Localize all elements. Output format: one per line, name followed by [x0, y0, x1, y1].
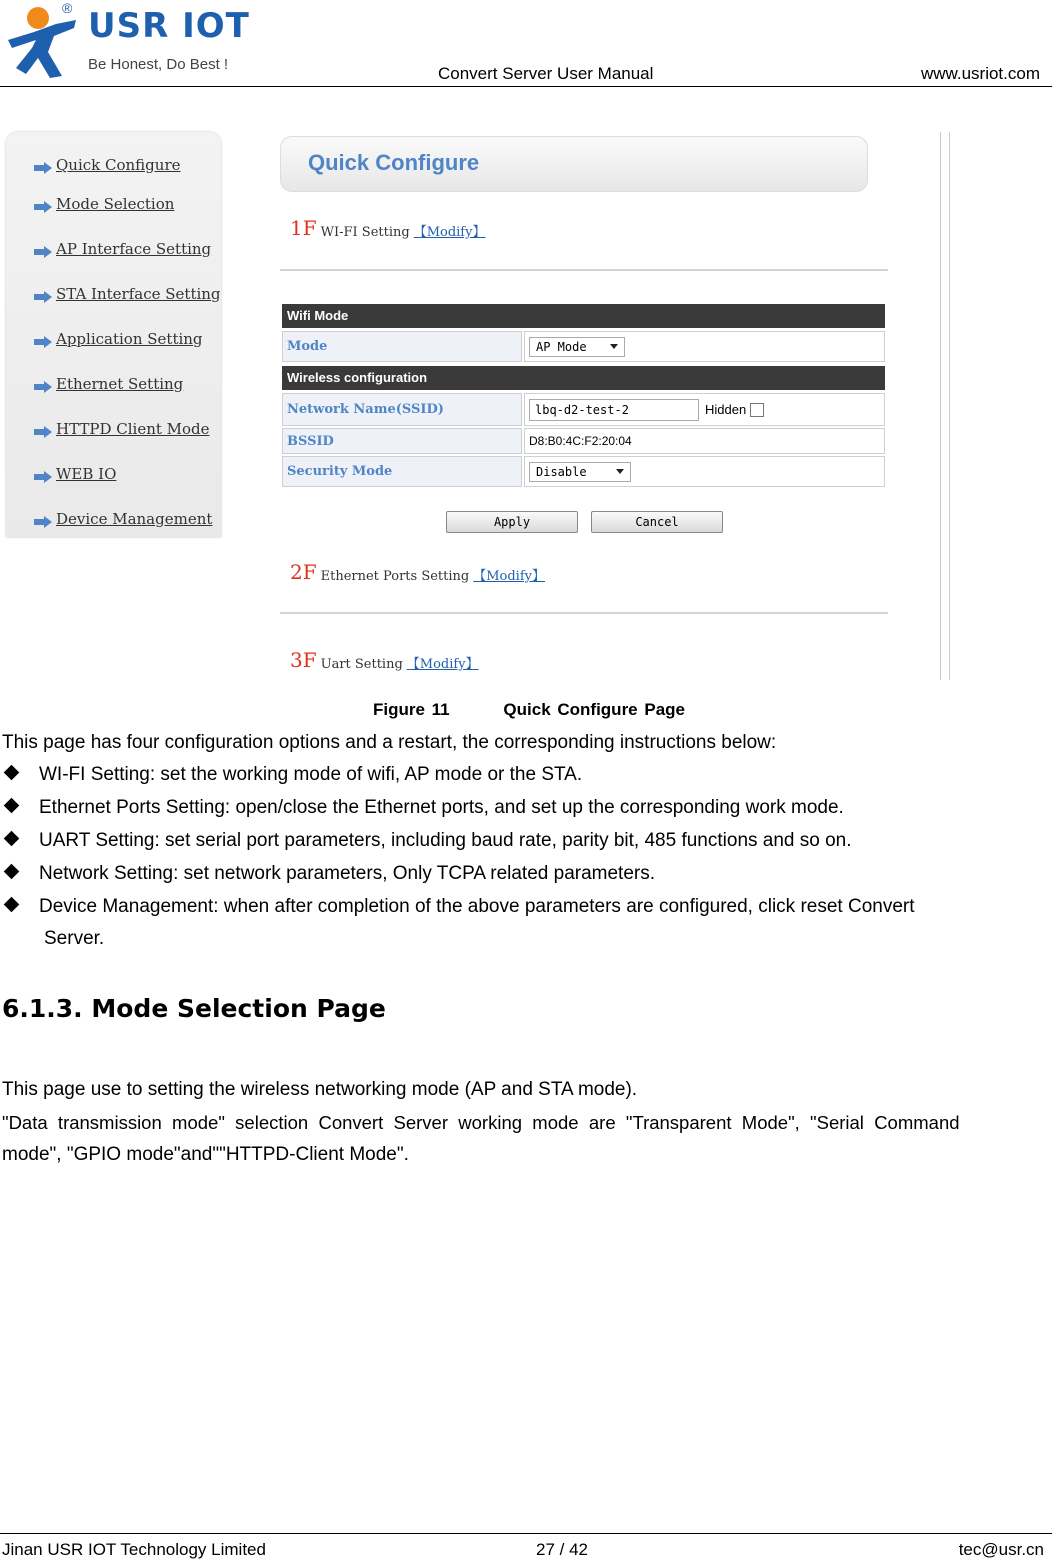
sidebar-item-label: AP Interface Setting — [56, 240, 212, 258]
sidebar-item-label: Device Management — [56, 510, 213, 528]
arrow-right-icon — [34, 246, 52, 258]
hidden-checkbox[interactable] — [750, 403, 764, 417]
section-divider — [280, 612, 888, 614]
mode-value-cell — [524, 331, 885, 362]
paragraph-line: mode", "GPIO mode"and""HTTPD-Client Mode". — [2, 1144, 409, 1165]
sidebar-item-httpd-client[interactable] — [34, 418, 210, 440]
figure-caption: Figure 11 Quick Configure Page — [372, 700, 685, 719]
sidebar-item-ap-interface[interactable] — [34, 238, 211, 260]
paragraph: This page use to setting the wireless networking mode (AP and STA mode). — [2, 1079, 638, 1100]
mode-label: Mode — [282, 331, 522, 362]
dropdown-caret-icon — [616, 469, 624, 474]
bullet-text: WI-FI Setting: set the working mode of wifi, AP mode or the STA. — [39, 764, 583, 785]
footer-email: tec@usr.cn — [958, 1540, 1044, 1559]
sidebar-item-label: Quick Configure — [56, 156, 181, 174]
security-mode-select[interactable] — [529, 462, 631, 482]
mode-select[interactable] — [529, 337, 625, 357]
arrow-right-icon — [34, 162, 52, 174]
diamond-bullet-icon — [4, 864, 20, 880]
vertical-scrollbar[interactable] — [940, 132, 950, 680]
bullet-item — [4, 858, 655, 890]
sidebar-item-label: Ethernet Setting — [56, 375, 184, 393]
arrow-right-icon — [34, 381, 52, 393]
sidebar-item-label: Application Setting — [56, 330, 203, 348]
header-url: www.usriot.com — [920, 64, 1040, 83]
sidebar-item-sta-interface[interactable] — [34, 283, 221, 305]
ssid-label: Network Name(SSID) — [282, 393, 522, 426]
section-wifi-setting — [290, 216, 485, 240]
sidebar-item-quick-configure[interactable] — [34, 154, 181, 176]
sidebar-menu — [6, 132, 221, 537]
cancel-button[interactable]: Cancel — [591, 511, 723, 533]
modify-link[interactable]: 【Modify】 — [413, 225, 486, 240]
sidebar-item-mode-selection[interactable] — [34, 193, 174, 215]
section-label: Uart Setting — [320, 657, 403, 672]
bullet-item — [4, 825, 852, 857]
arrow-right-icon — [34, 201, 52, 213]
logo-text: USR IOT — [88, 6, 250, 46]
security-mode-label: Security Mode — [282, 456, 522, 487]
wireless-config-header: Wireless configuration — [282, 366, 885, 390]
ssid-input[interactable]: lbq-d2-test-2 — [529, 399, 699, 421]
arrow-right-icon — [34, 426, 52, 438]
bullet-text: Network Setting: set network parameters, Only TCPA related parameters. — [39, 863, 655, 884]
sidebar-item-web-io[interactable] — [34, 463, 116, 485]
modify-link[interactable]: 【Modify】 — [406, 657, 479, 672]
bullet-item — [4, 792, 844, 824]
sidebar-item-label: WEB IO — [56, 465, 117, 483]
header-divider — [0, 86, 1052, 87]
diamond-bullet-icon — [4, 798, 20, 814]
bssid-value: D8:B0:4C:F2:20:04 — [524, 428, 885, 454]
security-mode-cell — [524, 456, 885, 487]
sidebar-item-label: STA Interface Setting — [56, 285, 221, 303]
arrow-right-icon — [34, 336, 52, 348]
footer-divider — [0, 1533, 1052, 1534]
panel-title: Quick Configure — [308, 150, 480, 175]
arrow-right-icon — [34, 471, 52, 483]
intro-paragraph: This page has four configuration options and a restart, the corresponding instructions below: — [2, 732, 777, 753]
logo-slogan: Be Honest, Do Best ! — [88, 56, 229, 73]
bullet-text: Device Management: when after completion of the above parameters are configured, click reset Convert — [39, 896, 915, 917]
document-title: Convert Server User Manual — [438, 64, 654, 83]
arrow-right-icon — [34, 291, 52, 303]
diamond-bullet-icon — [4, 897, 20, 913]
sidebar-item-ethernet-setting[interactable] — [34, 373, 183, 395]
hidden-label: Hidden — [705, 402, 747, 417]
footer-company: Jinan USR IOT Technology Limited — [2, 1540, 266, 1559]
paragraph-line: "Data transmission mode" selection Convert Server working mode are "Transparent Mode", "Serial Command — [2, 1112, 960, 1133]
diamond-bullet-icon — [4, 831, 20, 847]
section-number: 3F — [290, 648, 317, 672]
bullet-text: Ethernet Ports Setting: open/close the Ethernet ports, and set up the corresponding work mode. — [39, 797, 844, 818]
section-divider — [280, 269, 888, 271]
sidebar-item-label: HTTPD Client Mode — [56, 420, 210, 438]
sidebar-item-application-setting[interactable] — [34, 328, 203, 350]
section-number: 1F — [290, 216, 317, 240]
sidebar-item-label: Mode Selection — [56, 195, 175, 213]
section-number: 2F — [290, 560, 317, 584]
bullet-item — [4, 891, 915, 923]
dropdown-caret-icon — [610, 344, 618, 349]
section-uart-setting — [290, 648, 479, 672]
bssid-label: BSSID — [282, 428, 522, 454]
bullet-item — [4, 759, 582, 791]
sidebar-item-device-management[interactable] — [34, 508, 212, 530]
section-label: Ethernet Ports Setting — [320, 569, 470, 584]
section-ethernet-ports — [290, 560, 545, 584]
section-label: WI-FI Setting — [320, 225, 410, 240]
bullet-continuation: Server. — [44, 928, 105, 949]
ssid-value-cell — [524, 393, 885, 426]
section-heading: 6.1.3. Mode Selection Page — [2, 994, 386, 1023]
footer-page-number: 27 / 42 — [536, 1540, 588, 1559]
registered-mark: ® — [62, 0, 73, 16]
modify-link[interactable]: 【Modify】 — [473, 569, 545, 584]
diamond-bullet-icon — [4, 765, 20, 781]
security-mode-value: Disable — [536, 464, 587, 479]
bullet-text: UART Setting: set serial port parameters, including baud rate, parity bit, 485 functions and so on. — [39, 830, 852, 851]
wifi-mode-header: Wifi Mode — [282, 304, 885, 328]
logo-figure-icon — [4, 2, 94, 82]
arrow-right-icon — [34, 516, 52, 528]
mode-select-value: AP Mode — [536, 339, 587, 354]
apply-button[interactable]: Apply — [446, 511, 578, 533]
